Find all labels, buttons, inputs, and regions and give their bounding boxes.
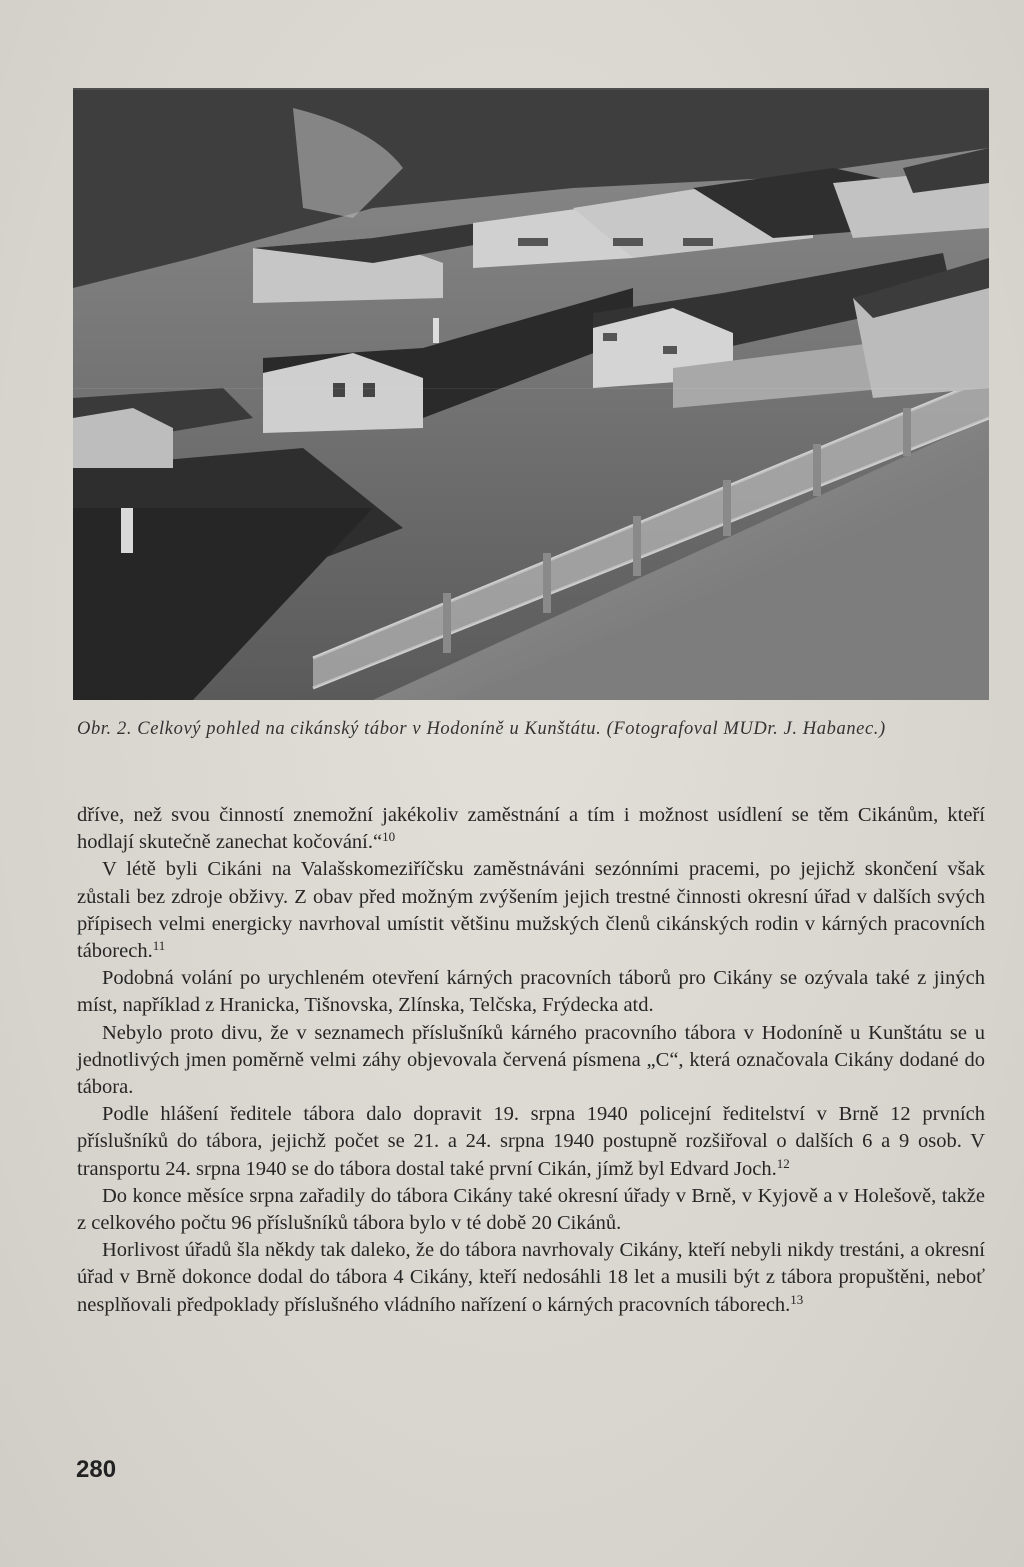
paragraph-text: Podobná volání po urychleném otevření kárných pracovních táborů pro Cikány se ozývala také z jiných míst, například z Hranicka, Tišnovska, Zlínska, Telčska, Frýdecka atd. [77,967,985,1017]
page-number: 280 [76,1456,117,1483]
footnote-ref: 10 [382,829,396,845]
paragraph [77,965,985,1019]
paragraph-text: dříve, než svou činností znemožní jakékoliv zaměstnání a tím i možnost usídlení se těm Cikánům, kteří hodlají skutečně zanechat kočování.“ [77,804,985,854]
footnote-ref: 12 [776,1155,790,1171]
paragraph-text: Horlivost úřadů šla někdy tak daleko, že do tábora navrhovaly Cikány, kteří nebyli nikdy trestáni, a okresní úřad v Brně dokonce dodal do tábora 4 Cikány, kteří nedosáhli 18 let a musili být z tábora propuštěni, neboť nesplňovali předpoklady příslušného vládního nařízení o kárných pracovních táborech. [77,1239,985,1316]
paragraph [77,802,985,856]
paragraph-text: Podle hlášení ředitele tábora dalo dopravit 19. srpna 1940 policejní ředitelství v Brně 12 prvních příslušníků do tábora, jejichž počet se 21. a 24. srpna 1940 postupně rozšiřoval o dalších 6 a 9 osob. V transportu 24. srpna 1940 se do tábora dostal také první Cikán, jímž byl Edvard Joch. [77,1103,985,1180]
paragraph [77,1183,985,1237]
paragraph [77,856,985,965]
paragraph-text: Do konce měsíce srpna zařadily do tábora Cikány také okresní úřady v Brně, v Kyjově a v Holešově, takže z celkového počtu 96 příslušníků tábora bylo v té době 20 Cikánů. [77,1184,985,1235]
paragraph [77,1101,985,1183]
footnote-ref: 13 [790,1291,804,1307]
paragraph [77,1237,985,1319]
figure-caption: Obr. 2. Celkový pohled na cikánský tábor v Hodoníně u Kunštátu. (Fotografoval MUDr. J. Habanec.) [77,719,886,739]
footnote-ref: 11 [152,938,166,954]
camp-photograph [73,88,989,700]
paragraph [77,1020,985,1102]
paragraph-text: Nebylo proto divu, že v seznamech příslušníků kárného pracovního tábora v Hodoníně u Kunštátu se u jednotlivých jmen poměrně velmi záhy objevovala červená písmena „C“, která označovala Cikány dodané do tábora. [77,1021,985,1099]
body-text [77,802,985,1319]
camp-photo-icon [73,88,989,700]
paragraph-text: V létě byli Cikáni na Valašskomeziříčsku zaměstnáváni sezónními pracemi, po jejichž skončení však zůstali bez zdroje obživy. Z obav před možným zvýšením jejich trestné činnosti okresní úřad v dalších svých přípisech velmi energicky navrhoval umístit většinu mužských členů cikánských rodin v kárných pracovních táborech. [77,858,985,963]
